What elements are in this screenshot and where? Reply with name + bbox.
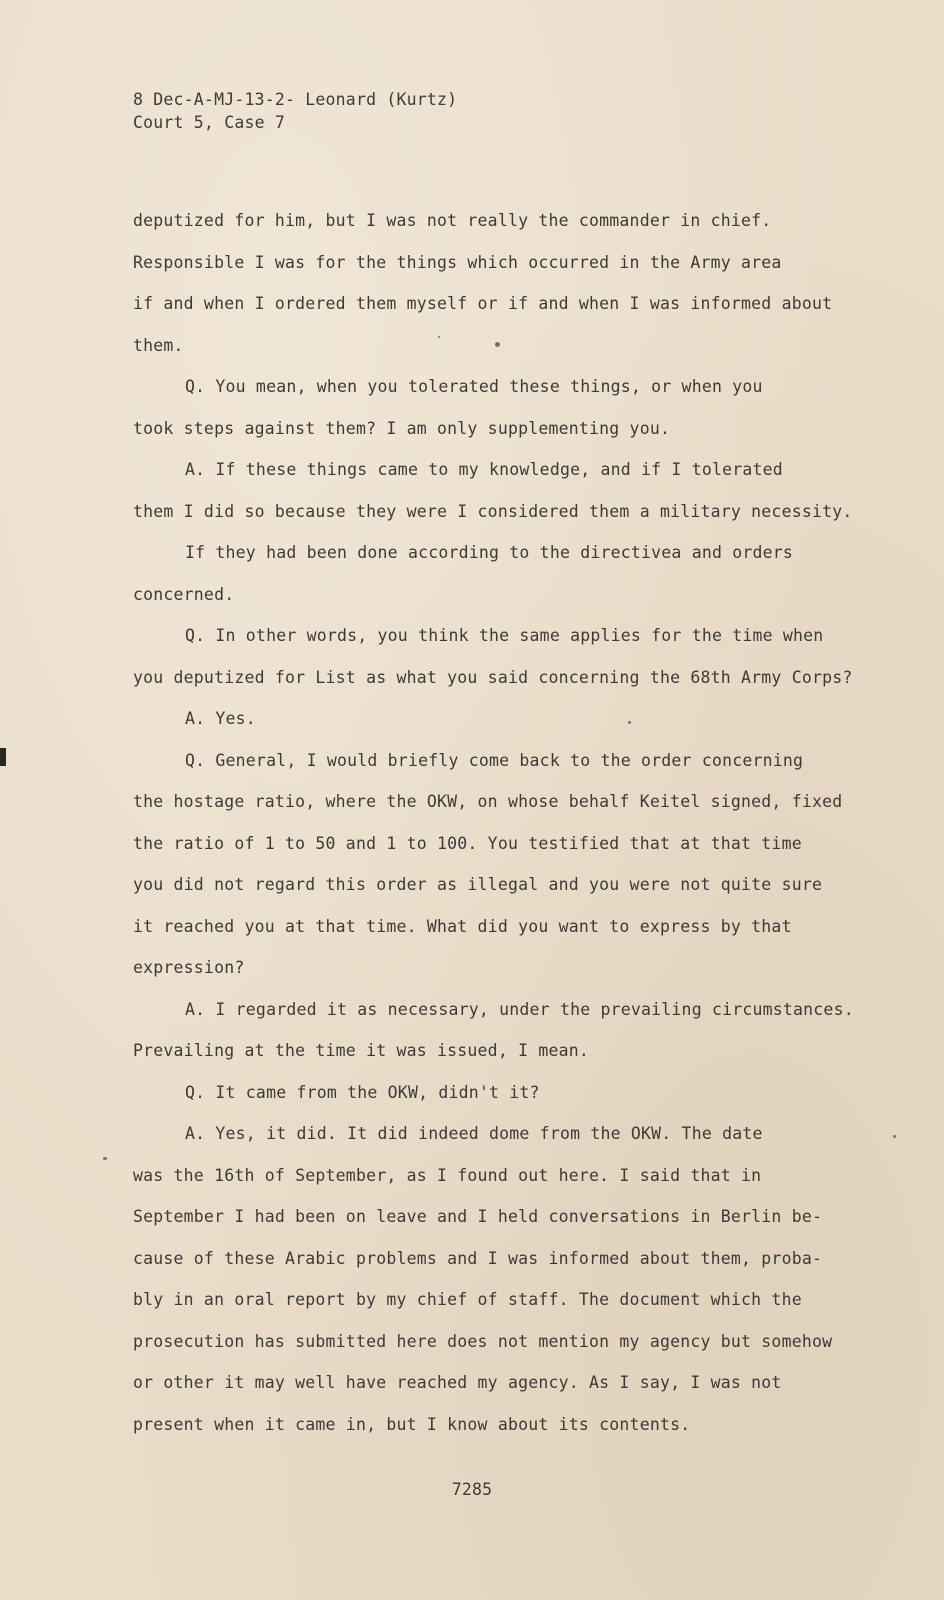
- transcript-line: A. I regarded it as necessary, under the prevailing circumstances.: [185, 999, 854, 1019]
- transcript-line: you deputized for List as what you said concerning the 68th Army Corps?: [133, 667, 853, 687]
- transcript-line: the hostage ratio, where the OKW, on whose behalf Keitel signed, fixed: [133, 792, 843, 811]
- transcript-line: was the 16th of September, as I found out here. I said that in: [133, 1165, 762, 1185]
- paper-speck: [893, 1135, 896, 1138]
- transcript-line: present when it came in, but I know about its contents.: [133, 1414, 691, 1434]
- transcript-line: the ratio of 1 to 50 and 1 to 100. You testified that at that time: [133, 833, 802, 853]
- page-edge-mark: [0, 748, 6, 766]
- transcript-line: Responsible I was for the things which occurred in the Army area: [133, 252, 782, 272]
- paper-speck: [628, 721, 631, 724]
- paper-speck: [103, 1157, 107, 1160]
- document-header: [133, 88, 457, 134]
- transcript-line: them I did so because they were I considered them a military necessity.: [133, 501, 853, 521]
- transcript-line: expression?: [133, 958, 245, 977]
- transcript-line: September I had been on leave and I held conversations in Berlin be-: [133, 1207, 823, 1226]
- paper-speck: [495, 342, 500, 347]
- transcript-line: them.: [133, 335, 184, 355]
- transcript-line: Q. It came from the OKW, didn't it?: [185, 1082, 540, 1102]
- transcript-line: or other it may well have reached my agency. As I say, I was not: [133, 1373, 782, 1392]
- transcript-line: If they had been done according to the directivea and orders: [185, 543, 794, 562]
- transcript-line: you did not regard this order as illegal and you were not quite sure: [133, 875, 823, 894]
- transcript-line: took steps against them? I am only supplementing you.: [133, 418, 671, 438]
- transcript-line: deputized for him, but I was not really the commander in chief.: [133, 211, 772, 230]
- transcript-line: A. Yes.: [185, 709, 256, 728]
- header-case-reference: 8 Dec-A-MJ-13-2- Leonard (Kurtz): [133, 90, 458, 109]
- transcript-line: Q. General, I would briefly come back to the order concerning: [185, 750, 804, 770]
- transcript-line: A. If these things came to my knowledge, and if I tolerated: [185, 460, 783, 479]
- transcript-line: Q. You mean, when you tolerated these things, or when you: [185, 377, 763, 396]
- transcript-line: cause of these Arabic problems and I was informed about them, proba-: [133, 1248, 823, 1268]
- transcript-line: it reached you at that time. What did you want to express by that: [133, 916, 792, 936]
- transcript-line: if and when I ordered them myself or if and when I was informed about: [133, 294, 833, 313]
- header-court-case: Court 5, Case 7: [133, 113, 286, 132]
- page-number: 7285: [451, 1480, 493, 1499]
- transcript-body: [133, 208, 893, 1453]
- transcript-line: Prevailing at the time it was issued, I mean.: [133, 1041, 590, 1060]
- transcript-line: A. Yes, it did. It did indeed dome from the OKW. The date: [185, 1124, 763, 1143]
- paper-speck: [438, 336, 440, 338]
- transcript-line: Q. In other words, you think the same applies for the time when: [185, 626, 824, 645]
- transcript-line: bly in an oral report by my chief of staff. The document which the: [133, 1290, 802, 1309]
- transcript-line: prosecution has submitted here does not mention my agency but somehow: [133, 1331, 833, 1351]
- transcript-line: concerned.: [133, 584, 235, 604]
